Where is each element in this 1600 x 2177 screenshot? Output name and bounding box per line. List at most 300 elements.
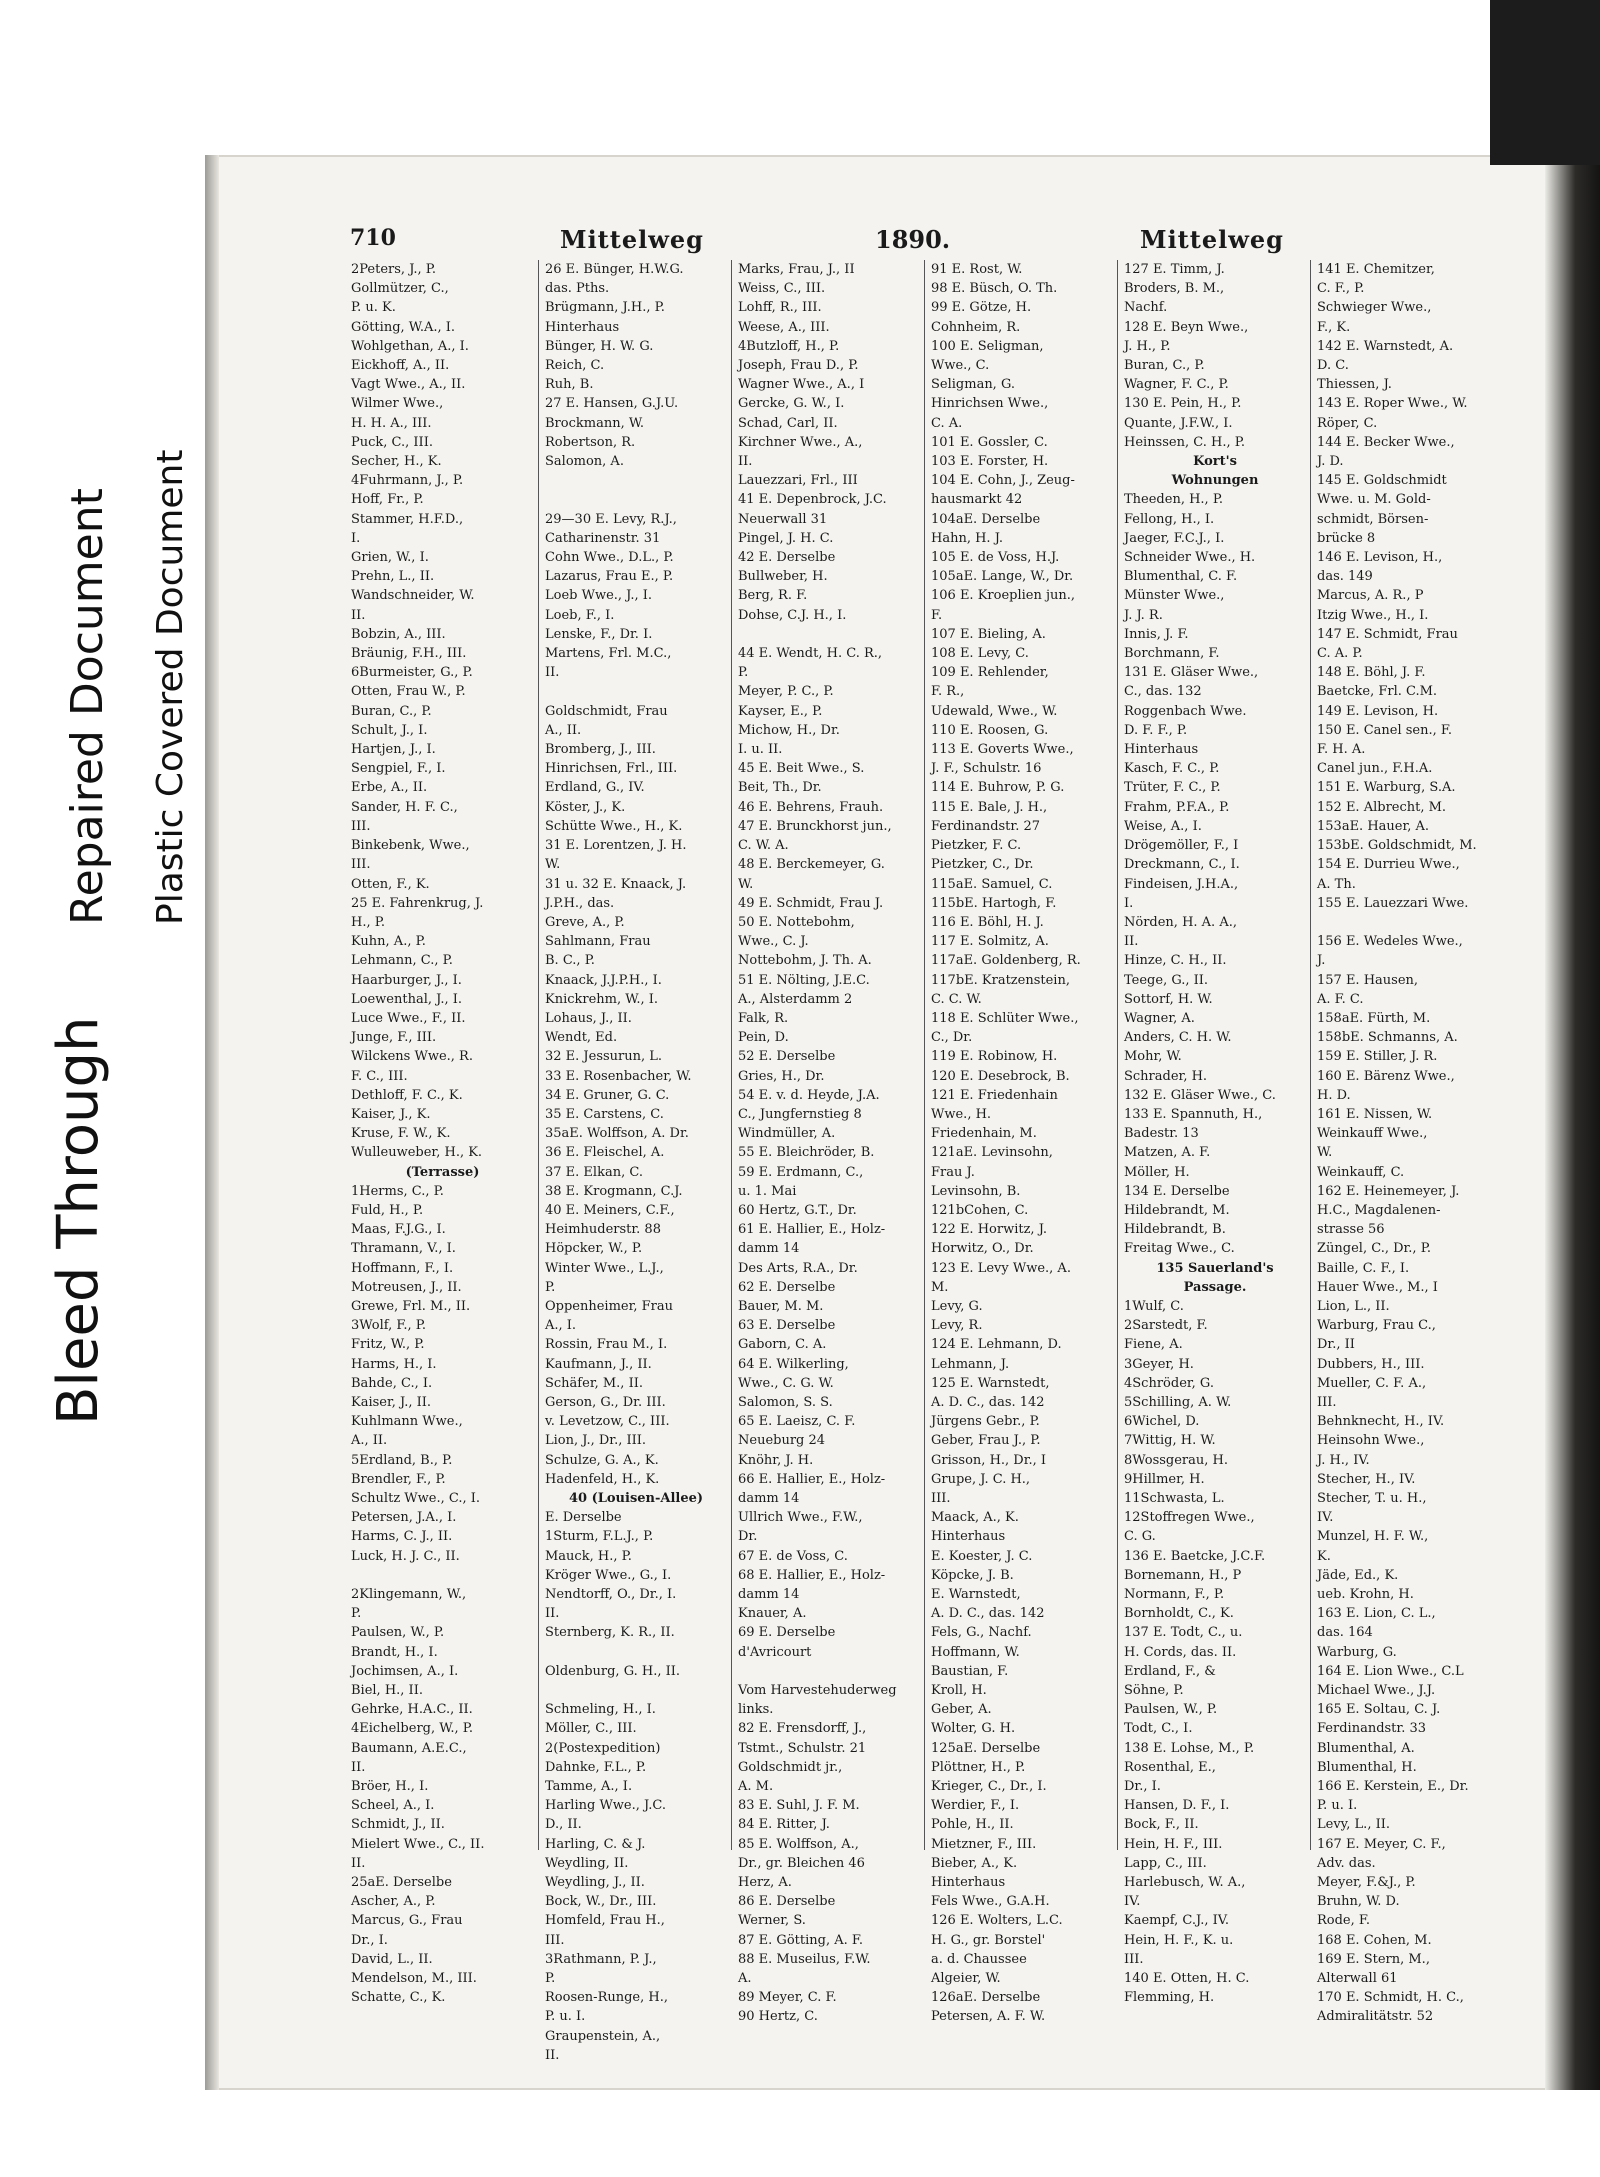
directory-entry: 54 E. v. d. Heyde, J.A. xyxy=(738,1087,880,1103)
directory-entry: 7Wittig, H. W. xyxy=(1124,1433,1216,1449)
directory-entry: Fellong, H., I. xyxy=(1124,511,1215,527)
directory-entry: A., II. xyxy=(545,722,582,738)
directory-entry: Stammer, H.F.D., xyxy=(351,511,464,527)
directory-entry: Kaiser, J., II. xyxy=(351,1394,432,1410)
directory-entry: 147 E. Schmidt, Frau xyxy=(1317,626,1458,642)
directory-entry: Brockmann, W. xyxy=(545,415,645,431)
directory-entry: Sengpiel, F., I. xyxy=(351,761,446,777)
directory-entry: 40 E. Meiners, C.F., xyxy=(545,1202,675,1218)
directory-entry: J. H., P. xyxy=(1124,338,1171,354)
directory-entry: 38 E. Krogmann, C.J. xyxy=(545,1183,683,1199)
directory-entry: Kaiser, J., K. xyxy=(351,1106,431,1122)
directory-entry: Götting, W.A., I. xyxy=(351,319,456,335)
directory-entry: 142 E. Warnstedt, A. xyxy=(1317,338,1454,354)
directory-entry: F. R., xyxy=(931,684,965,700)
directory-entry: E. Warnstedt, xyxy=(931,1587,1021,1603)
directory-entry: 1Herms, C., P. xyxy=(351,1183,444,1199)
directory-entry: 161 E. Nissen, W. xyxy=(1317,1106,1433,1122)
directory-entry: P. u. I. xyxy=(1317,1798,1358,1814)
directory-entry: B. C., P. xyxy=(545,953,595,969)
directory-entry: Flemming, H. xyxy=(1124,1990,1215,2006)
directory-entry: 100 E. Seligman, xyxy=(931,338,1044,354)
directory-entry: Thramann, V., I. xyxy=(351,1241,456,1257)
directory-entry: Weinkauff, C. xyxy=(1317,1164,1405,1180)
directory-entry: 44 E. Wendt, H. C. R., xyxy=(738,646,883,662)
directory-entry: Anders, C. H. W. xyxy=(1124,1030,1232,1046)
directory-entry: 149 E. Levison, H. xyxy=(1317,703,1439,719)
directory-entry: Greve, A., P. xyxy=(545,914,625,930)
directory-entry: Mietzner, F., III. xyxy=(931,1836,1037,1852)
directory-entry: 164 E. Lion Wwe., C.L xyxy=(1317,1663,1464,1679)
directory-entry: Neuerwall 31 xyxy=(738,511,828,527)
directory-entry: Wulleuweber, H., K. xyxy=(351,1145,483,1161)
directory-entry: Grewe, Frl. M., II. xyxy=(351,1298,471,1314)
directory-entry: Findeisen, J.H.A., xyxy=(1124,876,1239,892)
page-binding-shadow xyxy=(205,155,219,2090)
directory-entry: 165 E. Soltau, C. J. xyxy=(1317,1702,1441,1718)
directory-entry: J. H., IV. xyxy=(1317,1452,1370,1468)
directory-entry: Plöttner, H., P. xyxy=(931,1759,1026,1775)
directory-entry: Dr., I. xyxy=(351,1932,388,1948)
directory-entry: Schäfer, M., II. xyxy=(545,1375,643,1391)
directory-entry: C., Jungfernstieg 8 xyxy=(738,1106,862,1122)
directory-entry: Buran, C., P. xyxy=(1124,358,1205,374)
directory-entry: Weiss, C., III. xyxy=(738,281,826,297)
directory-entry: Jaeger, F.C.J., I. xyxy=(1124,530,1225,546)
directory-entry: 145 E. Goldschmidt xyxy=(1317,473,1447,489)
directory-entry: 115 E. Bale, J. H., xyxy=(931,799,1048,815)
directory-entry: Dubbers, H., III. xyxy=(1317,1356,1425,1372)
directory-entry: Bieber, A., K. xyxy=(931,1855,1018,1871)
directory-entry: Dr., gr. Bleichen 46 xyxy=(738,1855,865,1871)
directory-entry: Adv. das. xyxy=(1317,1855,1376,1871)
directory-entry: Kirchner Wwe., A., xyxy=(738,434,863,450)
directory-entry: Kroll, H. xyxy=(931,1683,987,1699)
directory-entry: Bobzin, A., III. xyxy=(351,626,446,642)
directory-entry: 65 E. Laeisz, C. F. xyxy=(738,1414,856,1430)
directory-entry: E. Derselbe xyxy=(545,1510,622,1526)
directory-entry: Hein, H. F., K. u. xyxy=(1124,1932,1234,1948)
directory-entry: 85 E. Wolffson, A., xyxy=(738,1836,859,1852)
directory-entry: Gollmützer, C., xyxy=(351,281,449,297)
directory-entry: Goldschmidt jr., xyxy=(738,1759,843,1775)
directory-entry: Lapp, C., III. xyxy=(1124,1855,1207,1871)
directory-entry: damm 14 xyxy=(738,1587,800,1603)
directory-entry: 87 E. Götting, A. F. xyxy=(738,1932,863,1948)
directory-entry: Nottebohm, J. Th. A. xyxy=(738,953,872,969)
directory-entry: 25aE. Derselbe xyxy=(351,1875,452,1891)
directory-entry: Puck, C., III. xyxy=(351,434,433,450)
directory-entry: 123 E. Levy Wwe., A. xyxy=(931,1260,1071,1276)
directory-entry: Hinterhaus xyxy=(545,319,620,335)
directory-entry: Hansen, D. F., I. xyxy=(1124,1798,1230,1814)
directory-entry: Mendelson, M., III. xyxy=(351,1971,477,1987)
directory-entry: 160 E. Bärenz Wwe., xyxy=(1317,1068,1455,1084)
directory-entry: 32 E. Jessurun, L. xyxy=(545,1049,663,1065)
directory-entry: Teege, G., II. xyxy=(1124,972,1209,988)
directory-entry: 64 E. Wilkerling, xyxy=(738,1356,849,1372)
directory-entry: Schrader, H. xyxy=(1124,1068,1208,1084)
directory-entry: 4Eichelberg, W., P. xyxy=(351,1721,473,1737)
directory-entry: damm 14 xyxy=(738,1491,800,1506)
directory-entry: Schütte Wwe., H., K. xyxy=(545,818,683,834)
directory-entry: Secher, H., K. xyxy=(351,454,442,470)
directory-entry: P. xyxy=(545,1971,556,1987)
directory-entry: Nachf. xyxy=(1124,300,1168,316)
directory-entry: 153bE. Goldschmidt, M. xyxy=(1317,838,1477,854)
directory-entry: 146 E. Levison, H., xyxy=(1317,550,1443,566)
directory-entry: Admiralitätstr. 52 xyxy=(1317,2009,1434,2025)
directory-entry: Oppenheimer, Frau xyxy=(545,1298,674,1314)
directory-entry: Köster, J., K. xyxy=(545,799,626,815)
directory-entry: Otten, Frau W., P. xyxy=(351,684,466,700)
directory-entry: 104aE. Derselbe xyxy=(931,511,1041,527)
directory-entry: Udewald, Wwe., W. xyxy=(931,703,1058,719)
directory-entry: Maas, F.J.G., I. xyxy=(351,1222,446,1238)
directory-entry: Ascher, A., P. xyxy=(351,1894,436,1910)
directory-entry: D. C. xyxy=(1317,358,1349,374)
directory-entry: 118 E. Schlüter Wwe., xyxy=(931,1010,1079,1026)
directory-entry: II. xyxy=(545,1606,560,1622)
directory-entry xyxy=(545,1643,727,1662)
directory-entry: Tamme, A., I. xyxy=(545,1779,633,1795)
directory-entry: Erdland, G., IV. xyxy=(545,780,645,796)
directory-entry: J.P.H., das. xyxy=(545,895,615,911)
directory-entry: Motreusen, J., II. xyxy=(351,1279,462,1295)
header-street-right: Mittelweg xyxy=(1140,225,1284,254)
directory-entry: Homfeld, Frau H., xyxy=(545,1913,665,1929)
directory-entry: 63 E. Derselbe xyxy=(738,1318,836,1334)
directory-entry: Junge, F., III. xyxy=(351,1030,437,1046)
directory-entry: links. xyxy=(738,1702,774,1718)
directory-entry: 110 E. Roosen, G. xyxy=(931,722,1049,738)
directory-entry: 127 E. Timm, J. xyxy=(1124,262,1225,277)
directory-entry: Pingel, J. H. C. xyxy=(738,530,834,546)
directory-entry: Munzel, H. F. W., xyxy=(1317,1529,1429,1545)
directory-entry: Sahlmann, Frau xyxy=(545,934,651,950)
page-header xyxy=(350,225,1360,257)
directory-entry: Michow, H., Dr. xyxy=(738,722,840,738)
directory-entry: 130 E. Pein, H., P. xyxy=(1124,396,1242,412)
directory-entry: 55 E. Bleichröder, B. xyxy=(738,1145,875,1161)
directory-entry: J. D. xyxy=(1317,454,1344,470)
directory-entry: Harling Wwe., J.C. xyxy=(545,1798,666,1814)
directory-entry: 67 E. de Voss, C. xyxy=(738,1548,848,1564)
directory-entry: Weise, A., I. xyxy=(1124,818,1202,834)
directory-entry: Eickhoff, A., II. xyxy=(351,358,450,374)
directory-column-4 xyxy=(924,260,1117,2025)
directory-entry: 170 E. Schmidt, H. C., xyxy=(1317,1990,1464,2006)
directory-entry: 150 E. Canel sen., F. xyxy=(1317,722,1453,738)
directory-entry: Krieger, C., Dr., I. xyxy=(931,1779,1047,1795)
directory-entry: Lauezzari, Frl., III xyxy=(738,473,858,489)
directory-entry: 155 E. Lauezzari Wwe. xyxy=(1317,895,1469,911)
directory-entry: 140 E. Otten, H. C. xyxy=(1124,1971,1250,1987)
directory-entry: Lion, L., II. xyxy=(1317,1298,1390,1314)
directory-entry: Loeb, F., I. xyxy=(545,607,615,623)
directory-entry: J. F., Schulstr. 16 xyxy=(931,761,1042,777)
directory-entry: Schneider Wwe., H. xyxy=(1124,550,1256,566)
directory-entry: Bröer, H., I. xyxy=(351,1779,429,1795)
directory-entry: Schatte, C., K. xyxy=(351,1990,446,2006)
directory-entry: Geber, Frau J., P. xyxy=(931,1433,1041,1449)
directory-entry: Oldenburg, G. H., II. xyxy=(545,1663,681,1679)
directory-entry xyxy=(545,1681,727,1700)
directory-entry: A., II. xyxy=(351,1433,388,1449)
directory-entry: 158aE. Fürth, M. xyxy=(1317,1010,1431,1026)
directory-entry: Des Arts, R.A., Dr. xyxy=(738,1260,858,1276)
directory-entry: 137 E. Todt, C., u. xyxy=(1124,1625,1243,1641)
directory-entry: Lehmann, J. xyxy=(931,1356,1010,1372)
directory-entry: Levy, L., II. xyxy=(1317,1817,1390,1833)
directory-entry: Innis, J. F. xyxy=(1124,626,1189,642)
directory-entry: 50 E. Nottebohm, xyxy=(738,914,855,930)
directory-entry: 121bCohen, C. xyxy=(931,1202,1029,1218)
directory-entry: Bahde, C., I. xyxy=(351,1375,433,1391)
directory-entry: Harms, C. J., II. xyxy=(351,1529,453,1545)
directory-entry: 151 E. Warburg, S.A. xyxy=(1317,780,1456,796)
directory-entry: Wagner, A. xyxy=(1124,1010,1195,1026)
directory-entry: 83 E. Suhl, J. F. M. xyxy=(738,1798,860,1814)
directory-entry: Baumann, A.E.C., xyxy=(351,1740,467,1756)
directory-entry: Wohnungen xyxy=(1171,473,1259,489)
directory-entry: Knöhr, J. H. xyxy=(738,1452,814,1468)
directory-column-5 xyxy=(1117,260,1310,2006)
directory-entry: Söhne, P. xyxy=(1124,1683,1184,1699)
directory-entry: Erdland, F., & xyxy=(1124,1663,1216,1679)
directory-entry: 9Hillmer, H. xyxy=(1124,1471,1205,1487)
directory-entry: Herz, A. xyxy=(738,1875,792,1891)
directory-column-1 xyxy=(345,260,538,2006)
scan-corner-dark xyxy=(1490,0,1600,165)
directory-column-6 xyxy=(1310,260,1503,2025)
directory-column-3 xyxy=(731,260,924,2025)
directory-entry: Schad, Carl, II. xyxy=(738,415,838,431)
directory-entry: 2Sarstedt, F. xyxy=(1124,1318,1208,1334)
header-year: 1890. xyxy=(875,225,951,254)
directory-entry: Möller, H. xyxy=(1124,1164,1190,1180)
directory-entry: Levy, R. xyxy=(931,1318,983,1334)
directory-entry: I. u. II. xyxy=(738,742,783,758)
directory-entry: 5Schilling, A. W. xyxy=(1124,1394,1232,1410)
directory-entry: Rosenthal, E., xyxy=(1124,1759,1216,1775)
directory-entry: Friedenhain, M. xyxy=(931,1126,1037,1142)
directory-entry: Wilmer Wwe., xyxy=(351,396,444,412)
directory-entry: Dr., II xyxy=(1317,1337,1355,1353)
directory-entry: Baille, C. F., I. xyxy=(1317,1260,1410,1276)
directory-entry: 46 E. Behrens, Frauh. xyxy=(738,799,884,815)
directory-entry: A. D. C., das. 142 xyxy=(931,1394,1045,1410)
directory-entry: Dohse, C.J. H., I. xyxy=(738,607,847,623)
directory-entry: Ferdinandstr. 33 xyxy=(1317,1721,1427,1737)
directory-entry: ueb. Krohn, H. xyxy=(1317,1587,1414,1603)
directory-entry: IV. xyxy=(1317,1510,1334,1526)
label-bleed-through: Bleed Through xyxy=(46,1016,111,1425)
directory-entry: Stecher, H., IV. xyxy=(1317,1471,1416,1487)
directory-entry: Goldschmidt, Frau xyxy=(545,703,668,719)
directory-entry: F. C., III. xyxy=(351,1068,408,1084)
directory-entry: Wohlgethan, A., I. xyxy=(351,338,469,354)
directory-entry: Grupe, J. C. H., xyxy=(931,1471,1031,1487)
directory-entry: Itzig Wwe., H., I. xyxy=(1317,607,1429,623)
directory-entry: Fels, G., Nachf. xyxy=(931,1625,1032,1641)
directory-entry: H. Cords, das. II. xyxy=(1124,1644,1237,1660)
directory-entry: Bünger, H. W. G. xyxy=(545,338,654,354)
directory-entry: 103 E. Forster, H. xyxy=(931,454,1049,470)
directory-entry: Nendtorff, O., Dr., I. xyxy=(545,1587,677,1603)
directory-entry: 51 E. Nölting, J.E.C. xyxy=(738,972,870,988)
directory-entry: 1Sturm, F.L.J., P. xyxy=(545,1529,654,1545)
directory-entry: III. xyxy=(351,857,371,873)
directory-entry: Züngel, C., Dr., P. xyxy=(1317,1241,1431,1257)
directory-entry: Frahm, P.F.A., P. xyxy=(1124,799,1230,815)
directory-entry: 135 Sauerland's xyxy=(1156,1260,1274,1276)
directory-entry: 82 E. Frensdorff, J., xyxy=(738,1721,867,1737)
directory-entry: Lehmann, C., P. xyxy=(351,953,453,969)
directory-entry: 126aE. Derselbe xyxy=(931,1990,1041,2006)
directory-entry: brücke 8 xyxy=(1317,530,1376,546)
directory-entry: Kuhlmann Wwe., xyxy=(351,1414,463,1430)
directory-entry: 138 E. Lohse, M., P. xyxy=(1124,1740,1255,1756)
directory-entry: 109 E. Rehlender, xyxy=(931,665,1049,681)
directory-entry: Falk, R. xyxy=(738,1010,789,1026)
directory-entry: Sander, H. F. C., xyxy=(351,799,458,815)
header-street-left: Mittelweg xyxy=(560,225,704,254)
directory-entry: Warburg, G. xyxy=(1317,1644,1397,1660)
directory-entry: u. 1. Mai xyxy=(738,1183,797,1199)
directory-entry: Frau J. xyxy=(931,1164,975,1180)
directory-entry: Catharinenstr. 31 xyxy=(545,530,661,546)
directory-entry: 27 E. Hansen, G.J.U. xyxy=(545,396,679,412)
directory-entry: Todt, C., I. xyxy=(1124,1721,1193,1737)
directory-entry: Lazarus, Frau E., P. xyxy=(545,569,674,585)
directory-entry: Ullrich Wwe., F.W., xyxy=(738,1510,863,1526)
directory-entry: Werdier, F., I. xyxy=(931,1798,1020,1814)
directory-entry: Hein, H. F., III. xyxy=(1124,1836,1223,1852)
directory-entry: 141 E. Chemitzer, xyxy=(1317,262,1435,277)
directory-entry: 144 E. Becker Wwe., xyxy=(1317,434,1455,450)
directory-entry: II. xyxy=(351,607,366,623)
directory-entry: 3Rathmann, P. J., xyxy=(545,1951,657,1967)
directory-entry: Rode, F. xyxy=(1317,1913,1371,1929)
directory-entry: damm 14 xyxy=(738,1241,800,1257)
directory-entry: Fiene, A. xyxy=(1124,1337,1183,1353)
directory-entry: 41 E. Depenbrock, J.C. xyxy=(738,492,887,508)
directory-entry: P. xyxy=(738,665,749,681)
directory-entry: Münster Wwe., xyxy=(1124,588,1225,604)
directory-entry: Bullweber, H. xyxy=(738,569,828,585)
directory-entry: das. 164 xyxy=(1317,1625,1373,1641)
directory-entry: 42 E. Derselbe xyxy=(738,550,836,566)
directory-entry: 153aE. Hauer, A. xyxy=(1317,818,1430,834)
directory-entry: Behnknecht, H., IV. xyxy=(1317,1414,1445,1430)
directory-entry: Roggenbach Wwe. xyxy=(1124,703,1247,719)
directory-entry: Wwe., H. xyxy=(931,1106,992,1122)
directory-entry: Binkebenk, Wwe., xyxy=(351,838,470,854)
directory-entry: Canel jun., F.H.A. xyxy=(1317,761,1433,777)
directory-entry: Ruh, B. xyxy=(545,377,594,393)
directory-entry: C., Dr. xyxy=(931,1030,973,1046)
directory-entry: K. xyxy=(1317,1548,1331,1564)
directory-entry: Salomon, A. xyxy=(545,454,624,470)
directory-entry: 105 E. de Voss, H.J. xyxy=(931,550,1060,566)
directory-entry: 131 E. Gläser Wwe., xyxy=(1124,665,1259,681)
directory-column-2 xyxy=(538,260,731,2063)
directory-entry: Lohaus, J., II. xyxy=(545,1010,632,1026)
directory-entry: A. xyxy=(738,1971,752,1987)
directory-entry: 4Fuhrmann, J., P. xyxy=(351,473,464,489)
directory-entry: M. xyxy=(931,1279,949,1295)
directory-entry: H. H. A., III. xyxy=(351,415,432,431)
directory-entry: Gries, H., Dr. xyxy=(738,1068,825,1084)
directory-entry: F. xyxy=(931,607,943,623)
directory-entry: 4Schröder, G. xyxy=(1124,1375,1214,1391)
directory-entry: Marcus, G., Frau xyxy=(351,1913,463,1929)
directory-entry: Wagner, F. C., P. xyxy=(1124,377,1229,393)
directory-entry: Pietzker, F. C. xyxy=(931,838,1022,854)
directory-entry: Kruse, F. W., K. xyxy=(351,1126,451,1142)
directory-entry: Sternberg, K. R., II. xyxy=(545,1625,675,1641)
directory-entry: E. Koester, J. C. xyxy=(931,1548,1033,1564)
directory-entry: 5Erdland, B., P. xyxy=(351,1452,453,1468)
directory-entry: Bornemann, H., P xyxy=(1124,1567,1242,1583)
directory-entry: Jochimsen, A., I. xyxy=(351,1663,459,1679)
directory-entry: Köpcke, J. B. xyxy=(931,1567,1014,1583)
directory-entry: Baustian, F. xyxy=(931,1663,1009,1679)
directory-entry: III. xyxy=(931,1491,951,1506)
directory-entry: Wilckens Wwe., R. xyxy=(351,1049,473,1065)
directory-entry: Weinkauff Wwe., xyxy=(1317,1126,1428,1142)
directory-entry: 66 E. Hallier, E., Holz- xyxy=(738,1471,886,1487)
directory-entry: Cohn Wwe., D.L., P. xyxy=(545,550,674,566)
directory-entry: Meyer, P. C., P. xyxy=(738,684,834,700)
directory-entry: 134 E. Derselbe xyxy=(1124,1183,1230,1199)
directory-entry: Robertson, R. xyxy=(545,434,636,450)
directory-entry: Bräunig, F.H., III. xyxy=(351,646,467,662)
directory-entry: 108 E. Levy, C. xyxy=(931,646,1029,662)
directory-entry: Mueller, C. F. A., xyxy=(1317,1375,1427,1391)
directory-entry: Badestr. 13 xyxy=(1124,1126,1199,1142)
directory-entry: Baetcke, Frl. C.M. xyxy=(1317,684,1438,700)
directory-entry: Dr. xyxy=(738,1529,758,1545)
directory-entry: 169 E. Stern, M., xyxy=(1317,1951,1430,1967)
directory-entry: 2Klingemann, W., xyxy=(351,1587,467,1603)
directory-entry: Borchmann, F. xyxy=(1124,646,1220,662)
directory-entry: v. Levetzow, C., III. xyxy=(545,1414,670,1430)
directory-entry: Drögemöller, F., I xyxy=(1124,838,1239,854)
directory-entry: Schultz Wwe., C., I. xyxy=(351,1491,481,1506)
directory-entry: 47 E. Brunckhorst jun., xyxy=(738,818,892,834)
directory-entry: Kaempf, C.J., IV. xyxy=(1124,1913,1230,1929)
directory-entry: Möller, C., III. xyxy=(545,1721,637,1737)
directory-entry xyxy=(351,1566,534,1585)
directory-entry: das. 149 xyxy=(1317,569,1373,585)
directory-entry: 33 E. Rosenbacher, W. xyxy=(545,1068,692,1084)
directory-entry: Ferdinandstr. 27 xyxy=(931,818,1041,834)
directory-entry: IV. xyxy=(1124,1894,1141,1910)
directory-entry: 45 E. Beit Wwe., S. xyxy=(738,761,865,777)
directory-entry: Schmeling, H., I. xyxy=(545,1702,656,1718)
directory-entry: A. D. C., das. 142 xyxy=(931,1606,1045,1622)
directory-entry: 6Wichel, D. xyxy=(1124,1414,1200,1430)
directory-entry: Hauer Wwe., M., I xyxy=(1317,1279,1438,1295)
directory-entry: Wwe. u. M. Gold- xyxy=(1317,492,1431,508)
directory-entry: Bock, W., Dr., III. xyxy=(545,1894,657,1910)
directory-entry: 69 E. Derselbe xyxy=(738,1625,836,1641)
directory-entry: schmidt, Börsen- xyxy=(1317,511,1429,527)
directory-entry: Harms, H., I. xyxy=(351,1356,437,1372)
directory-entry: Horwitz, O., Dr. xyxy=(931,1241,1034,1257)
